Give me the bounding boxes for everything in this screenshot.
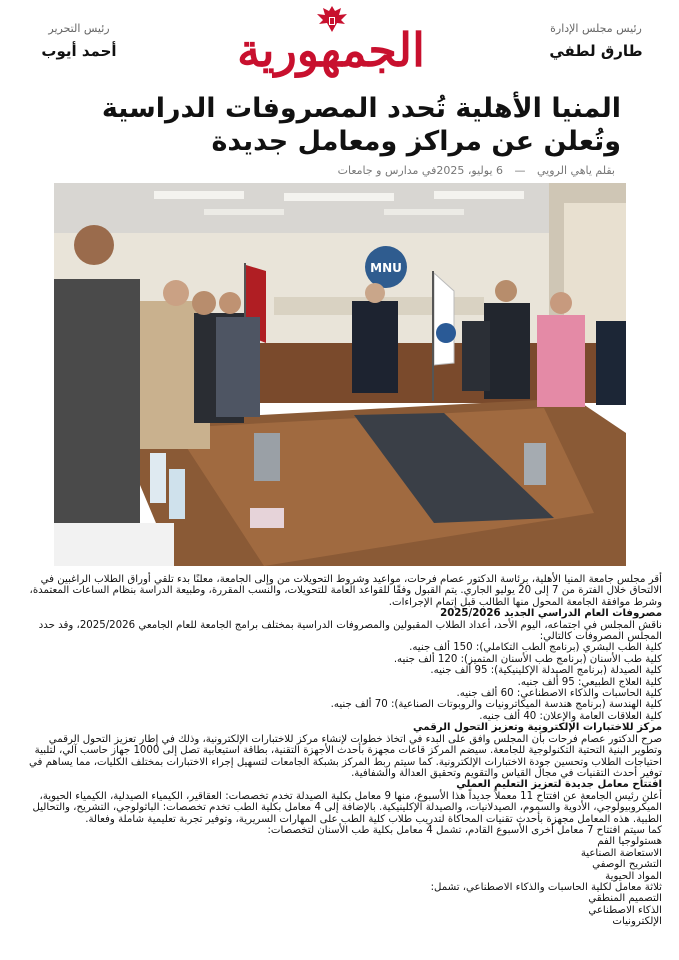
editor-in-chief-role: رئيس التحرير [48,22,110,35]
cs-lab-item: الذكاء الاصطناعي [588,904,662,916]
fee-item: كلية طب الأسنان (برنامج طب الأسنان المتميز): 120 ألف جنيه. [393,653,662,665]
paragraph-exam-center: صرح الدكتور عصام فرحات بأن المجلس وافق على البدء في اتخاذ خطوات لإنشاء مركز للاختبارات الإلكترونية، وذلك في إطار تعزيز التحول الرقمي وتطوير البنية التحتية التكنولوجية للجامعة. سيضم المركز قاعات مجهزة بأحدث الأجهزة التقنية، بطاقة استيعابية تصل إلى 1000 جهاز حاسب آلي، لتلبية احتياجات الطلاب وتحسين جودة الاختبارات الإلكترونية. كما سيتم ربط المركز بشبكة الجامعات لتسهيل إجراء الاختبارات بمختلف الكليات، مما يساهم في توفير أحدث التقنيات في مجال القياس والتقويم وتحقيق العدالة والشفافية. [28,733,662,779]
subheading-exam-center: مركز للاختبارات الإلكترونية وتعزيز التحول الرقمي [412,722,662,734]
editor-in-chief [14,22,144,60]
photo-sign-text: MNU [370,261,402,275]
fee-item: كلية الصيدلة (برنامج الصيدلة الإكلينيكية): 95 ألف جنيه. [430,665,662,677]
article-title: المنيا الأهلية تُحدد المصروفات الدراسية وتُعلن عن مراكز ومعامل جديدة [101,93,621,157]
board-chairman-name: طارق لطفي [549,42,643,60]
fee-item: كلية العلاج الطبيعي: 95 ألف جنيه. [517,676,662,688]
paragraph-fees-intro: ناقش المجلس في اجتماعه، اليوم الأحد، أعداد الطلاب المقبولين والمصروفات الدراسية بمختلف برامج الجامعة للعام الجامعي 2025/2026، وقد حدد المجلس المصروفات كالتالي: [38,619,662,643]
dental-lab-item: التشريح الوصفي [592,859,662,871]
cs-lab-item: التصميم المنطقي [588,893,662,905]
editor-in-chief-name: أحمد أيوب [41,42,117,60]
paragraph-new-labs: أعلن رئيس الجامعة عن افتتاح 11 معملاً جديداً هذا الأسبوع، منها 9 معامل بكلية الصيدلة تخدم تخصصات: العقاقير، الكيمياء الصيدلية، الكيمياء الحيوية، الميكروبيولوجي، الأدوية والسموم، الصيدلانيات، والصيدلة الإكلينيكية. بالإضافة إلى 4 معامل بكلية الطب تخدم تخصصات: الباثولوجي، التشريح، والتحاليل الطبية. هذه المعامل مجهزة بأحدث تقنيات المحاكاة لتدريب طلاب كلية الطب على المهارات السريرية، وتوفير تجربة تعليمية شاملة وفعالة. [32,790,662,825]
article-byline [338,164,615,177]
masthead [0,0,679,82]
subheading-new-labs: افتتاح معامل جديدة لتعزيز التعليم العملي [456,779,662,791]
subheading-fees: مصروفات العام الدراسي الجديد 2025/2026 [440,608,662,620]
paragraph-cs-intro: ثلاثة معامل لكلية الحاسبات والذكاء الاصطناعي، تشمل: [430,881,662,893]
fee-item: كلية الهندسة (برنامج هندسة الميكاترونيات والروبوتات الصناعية): 70 ألف جنيه. [330,699,662,711]
author-name[interactable]: بقلم ياهي الرويي [537,164,615,177]
fee-item: كلية العلاقات العامة والإعلان: 40 ألف جنيه. [479,710,662,722]
logo-wordmark: الجمهورية [237,23,425,77]
byline-separator: — [514,164,526,177]
fees-list [16,642,662,722]
board-chairman-role: رئيس مجلس الإدارة [550,22,642,35]
dental-lab-item: هستولوجيا الفم [597,836,662,848]
cs-labs-list [16,893,662,927]
fee-item: كلية الحاسبات والذكاء الاصطناعي: 60 ألف جنيه. [456,688,662,700]
dental-labs-list [16,836,662,882]
publish-date: 6 يوليو، 2025 [436,164,504,177]
paragraph-transfers: أقر مجلس جامعة المنيا الأهلية، برئاسة الدكتور عصام فرحات، مواعيد وشروط التحويلات من وإلى الجامعة، معلنًا بدء تلقي أوراق الطلاب الراغبين في الالتحاق خلال الفترة من 7 إلى 20 يوليو الجاري. يتم القبول وفقًا للقواعد العامة للتحويلات، والنسب المقررة، وطبيعة الدراسة بنظام الساعات المعتمدة، وشرط موافقة الجامعة المحول منها الطالب قبل إتمام الإجراءات. [29,574,662,608]
dental-lab-item: المواد الحيوية [605,870,662,882]
fee-item: كلية الطب البشري (برنامج الطب التكاملي): 150 ألف جنيه. [409,642,662,654]
board-chairman [531,22,661,60]
article-body [16,574,662,928]
category-link[interactable]: في مدارس و جامعات [337,164,437,177]
cs-lab-item: الإلكترونيات [612,916,662,928]
paragraph-next-week: كما سيتم افتتاح 7 معامل أخرى الأسبوع القادم، تشمل 4 معامل بكلية طب الأسنان لتخصصات: [267,824,662,836]
newspaper-logo[interactable] [236,4,426,80]
article-photo [54,183,626,566]
dental-lab-item: الاستعاضة الصناعية [580,847,662,859]
